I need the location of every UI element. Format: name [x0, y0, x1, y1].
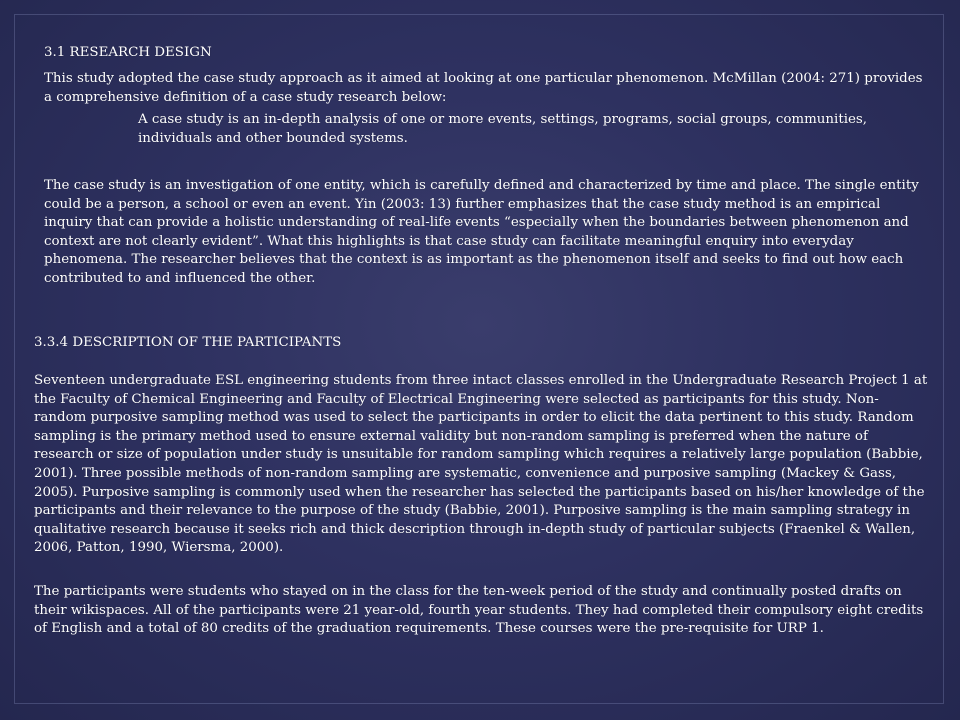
participants-details-paragraph: The participants were students who stayed on in the class for the ten-week period of the study and continually posted drafts on their wikispaces. All of the participants were 21 year-old, fourth year students. They had completed their compulsory eight credits of English and a total of 80 credits of the graduation requirements. These courses were the pre-requisite for URP 1. — [34, 584, 924, 637]
research-design-heading: 3.1 RESEARCH DESIGN — [44, 45, 212, 60]
case-study-paragraph: The case study is an investigation of one entity, which is carefully defined and characterized by time and place. The single entity could be a person, a school or even an event. Yin (2003: 13) further emphasizes that the case study method is an empirical inquiry that can provide a holistic understanding of real-life events “especially when the boundaries between phenomenon and context are not clearly evident”. What this highlights is that case study can facilitate meaningful enquiry into everyday phenomena. The researcher believes that the context is as important as the phenomenon itself and seeks to find out how each contributed to and influenced the other. — [44, 178, 919, 286]
participants-sampling-paragraph: Seventeen undergraduate ESL engineering students from three intact classes enrolled in the Undergraduate Research Project 1 at the Faculty of Chemical Engineering and Faculty of Electrical Engineering were selected as participants for this study. Non-random purposive sampling method was used to select the participants in order to elicit the data pertinent to this study. Random sampling is the primary method used to ensure external validity but non-random sampling is preferred when the nature of research or size of population under study is unsuitable for random sampling which requires a relatively large population (Babbie, 2001). Three possible methods of non-random sampling are systematic, convenience and purposive sampling (Mackey & Gass, 2005). Purposive sampling is commonly used when the researcher has selected the participants based on his/her knowledge of the participants and their relevance to the purpose of the study (Babbie, 2001). Purposive sampling is the main sampling strategy in qualitative research because it seeks rich and thick description through in-depth study of particular subjects (Fraenkel & Wallen, 2006, Patton, 1990, Wiersma, 2000). — [34, 373, 928, 556]
case-study-definition-quote: A case study is an in-depth analysis of one or more events, settings, programs, social groups, communities, individuals and other bounded systems. — [138, 112, 868, 146]
participants-heading: 3.3.4 DESCRIPTION OF THE PARTICIPANTS — [34, 335, 342, 350]
research-design-intro: This study adopted the case study approach as it aimed at looking at one particular phenomenon. McMillan (2004: 271) provides a comprehensive definition of a case study research below: — [44, 71, 923, 105]
